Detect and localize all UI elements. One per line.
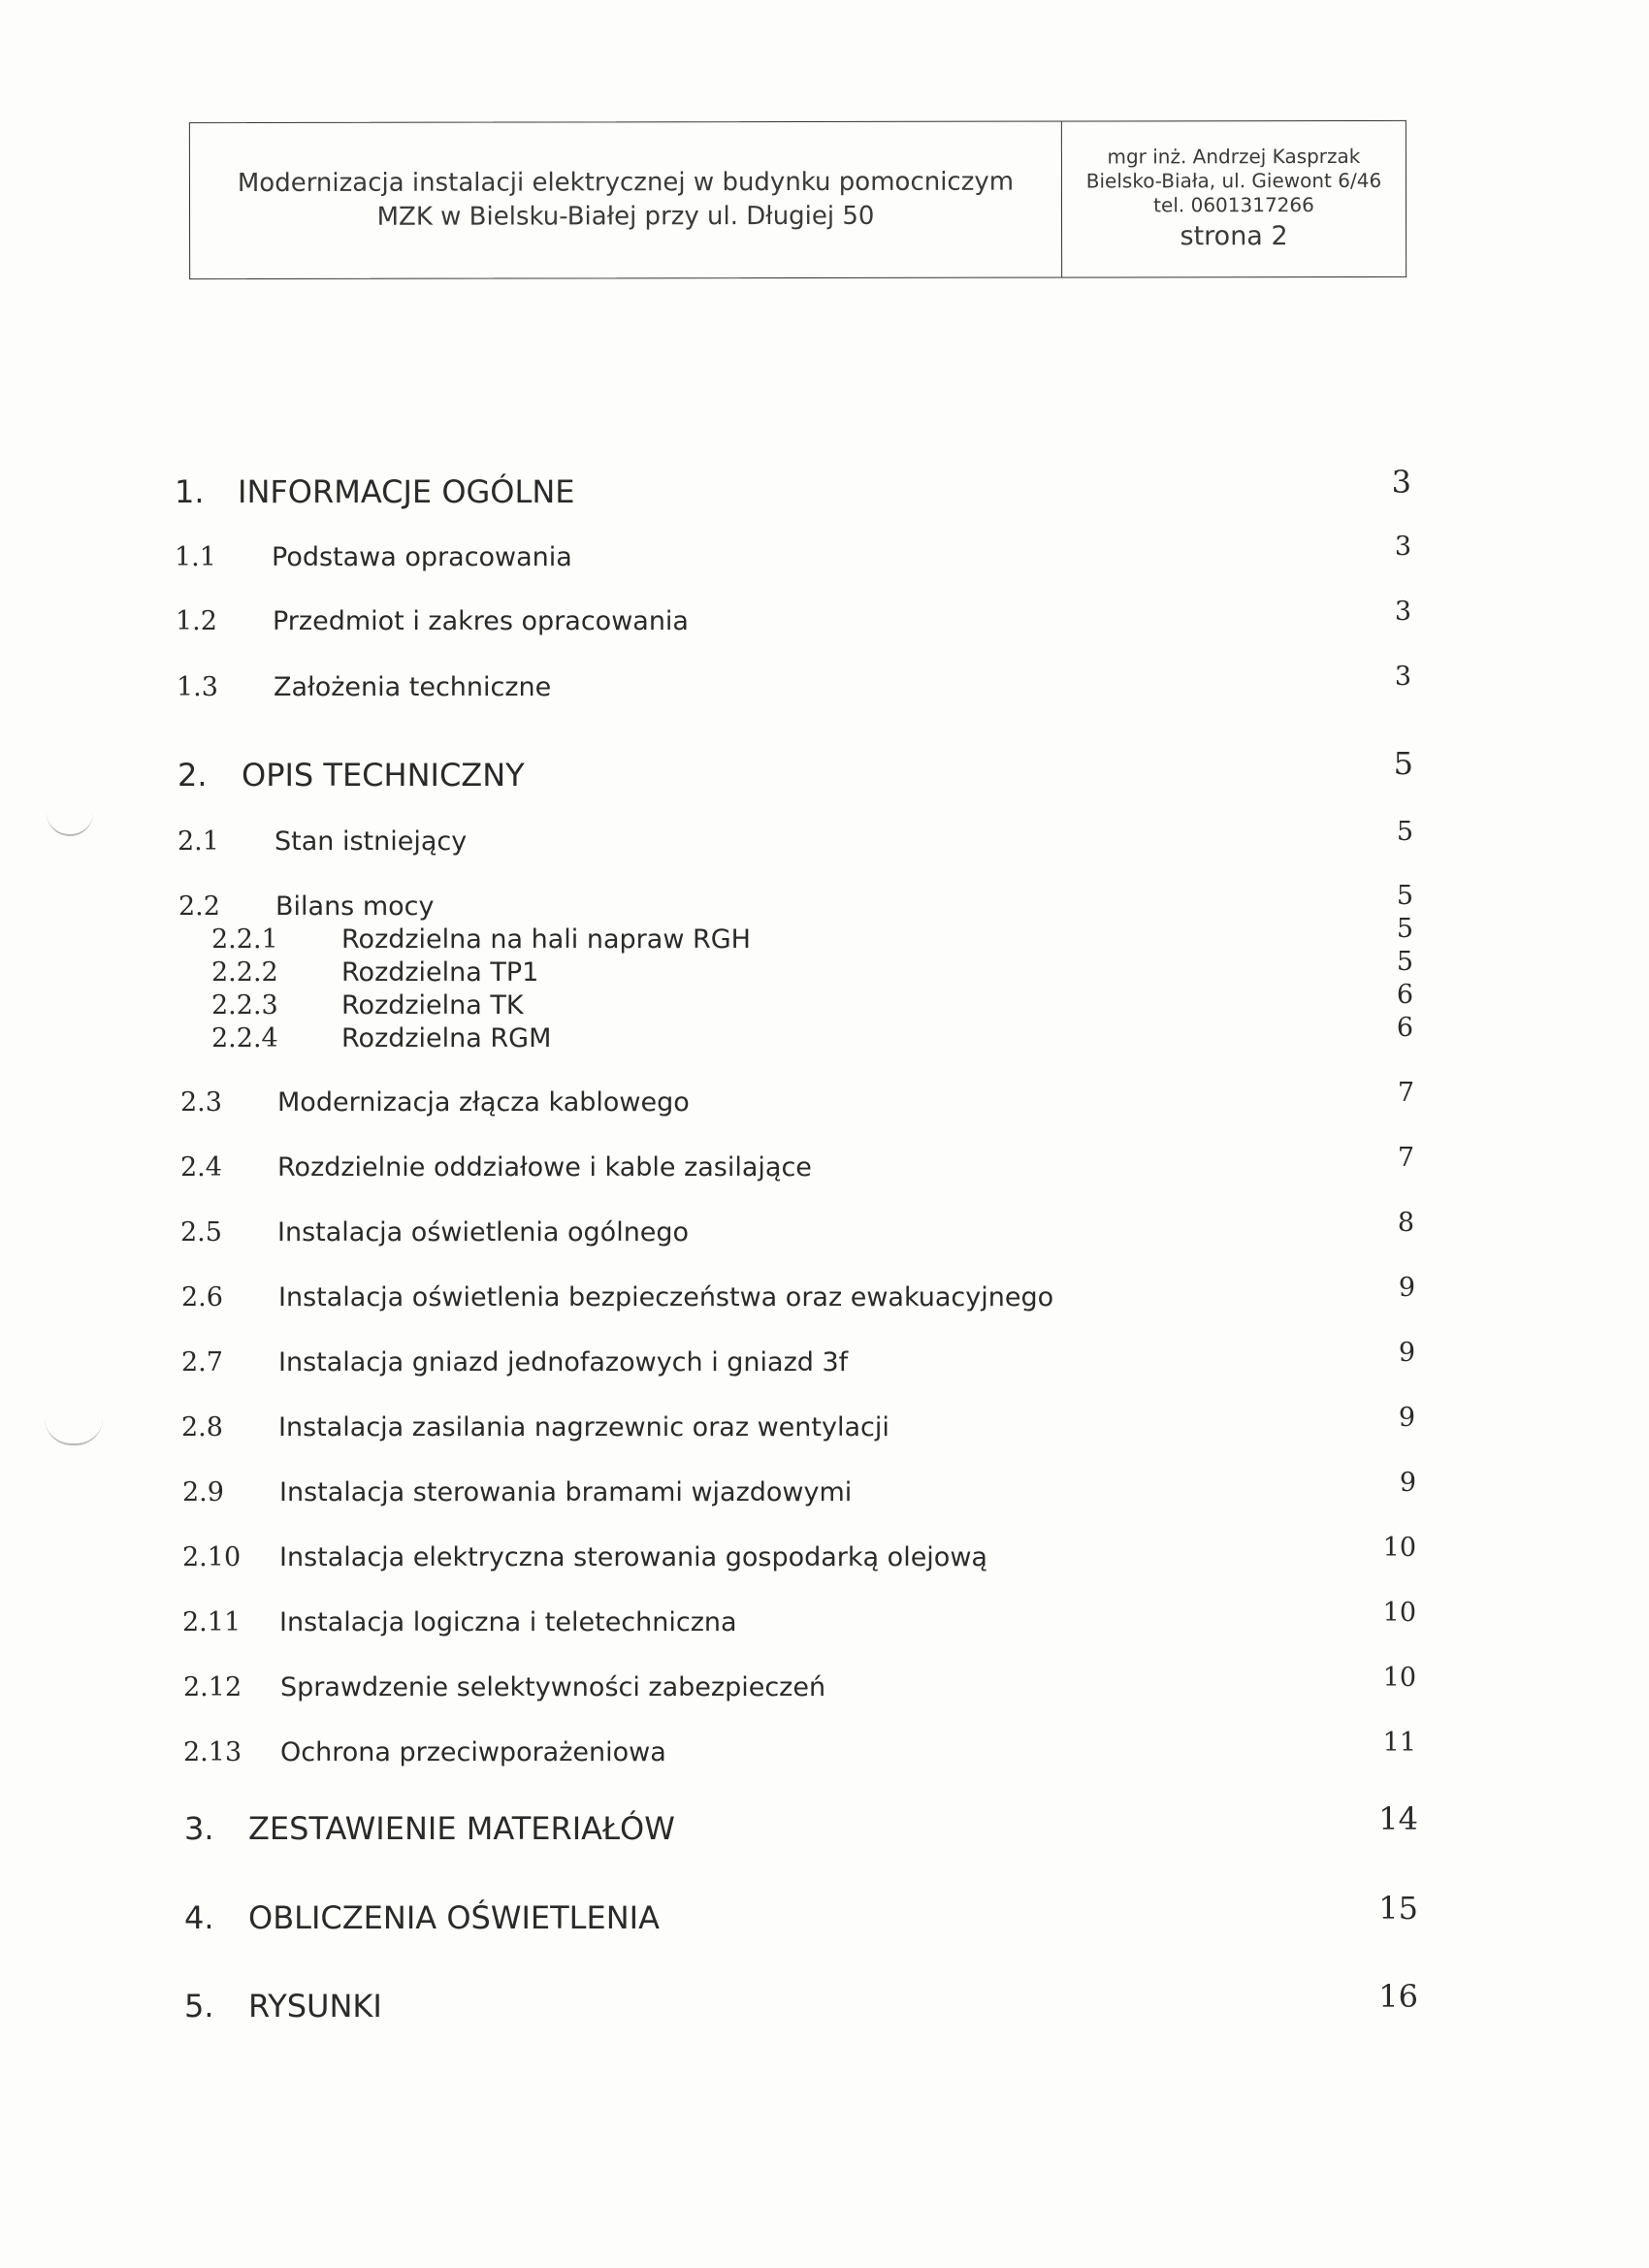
toc-page-number: 3 xyxy=(1391,464,1411,501)
toc-number: 1. xyxy=(175,473,205,510)
toc-label: Instalacja oświetlenia bezpieczeństwa oraz ewakuacyjnego xyxy=(278,1282,1054,1312)
author-name: mgr inż. Andrzej Kasprzak xyxy=(1107,144,1361,168)
toc-number: 2.3 xyxy=(180,1087,222,1118)
toc-number: 5. xyxy=(184,1988,214,2025)
author-phone: tel. 0601317266 xyxy=(1153,192,1314,216)
toc-number: 1.1 xyxy=(175,542,216,572)
toc-label: Rozdzielna TP1 xyxy=(341,957,539,988)
toc-page-number: 5 xyxy=(1396,947,1413,977)
toc-page-number: 16 xyxy=(1378,1978,1418,2015)
toc-number: 2.2.4 xyxy=(211,1023,278,1053)
toc-number: 2.10 xyxy=(182,1542,242,1572)
toc-page-number: 7 xyxy=(1397,1078,1414,1108)
toc-label: OPIS TECHNICZNY xyxy=(242,757,525,794)
toc-page-number: 11 xyxy=(1382,1728,1416,1758)
toc-label: Przedmiot i zakres opracowania xyxy=(273,606,689,636)
toc-label: Rozdzielna RGM xyxy=(341,1023,552,1053)
toc-label: Rozdzielna na hali napraw RGH xyxy=(341,924,751,955)
toc-number: 1.2 xyxy=(176,606,217,636)
author-address: Bielsko-Biała, ul. Giewont 6/46 xyxy=(1085,168,1382,192)
toc-number: 2.9 xyxy=(182,1477,224,1507)
toc-page-number: 7 xyxy=(1397,1143,1414,1173)
toc-number: 4. xyxy=(184,1899,214,1936)
toc-number: 2.7 xyxy=(181,1347,223,1377)
toc-page-number: 5 xyxy=(1396,914,1413,944)
toc-number: 3. xyxy=(184,1810,214,1847)
toc-number: 2.2 xyxy=(178,891,220,922)
project-title-line-1: Modernizacja instalacji elektrycznej w budynku pomocniczym xyxy=(237,167,1015,199)
toc-page-number: 3 xyxy=(1394,597,1411,627)
toc-label: RYSUNKI xyxy=(248,1988,382,2025)
toc-page-number: 9 xyxy=(1398,1403,1415,1433)
toc-page-number: 3 xyxy=(1394,662,1411,692)
toc-page-number: 5 xyxy=(1396,881,1413,911)
toc-label: Ochrona przeciwporażeniowa xyxy=(280,1737,666,1767)
toc-page-number: 10 xyxy=(1382,1533,1416,1563)
toc-page-number: 5 xyxy=(1393,745,1413,782)
toc-page-number: 9 xyxy=(1398,1338,1415,1368)
toc-number: 2.2.2 xyxy=(211,957,278,988)
toc-label: Instalacja oświetlenia ogólnego xyxy=(277,1217,690,1247)
toc-label: Podstawa opracowania xyxy=(272,542,572,572)
toc-number: 2.2.3 xyxy=(211,990,278,1021)
toc-label: Instalacja logiczna i teletechniczna xyxy=(279,1607,737,1637)
toc-label: Założenia techniczne xyxy=(274,672,552,702)
toc-page-number: 5 xyxy=(1396,817,1413,847)
toc-label: Instalacja sterowania bramami wjazdowymi xyxy=(279,1477,853,1507)
toc-label: Instalacja elektryczna sterowania gospodarką olejową xyxy=(279,1542,987,1572)
toc-label: OBLICZENIA OŚWIETLENIA xyxy=(248,1899,660,1936)
toc-number: 2.1 xyxy=(178,826,219,857)
toc-page-number: 9 xyxy=(1399,1468,1416,1498)
toc-label: ZESTAWIENIE MATERIAŁÓW xyxy=(248,1810,675,1847)
toc-page-number: 15 xyxy=(1378,1890,1418,1927)
toc-page-number: 6 xyxy=(1396,1013,1413,1043)
toc-label: Instalacja zasilania nagrzewnic oraz wentylacji xyxy=(278,1412,889,1442)
toc-label: Sprawdzenie selektywności zabezpieczeń xyxy=(280,1672,826,1702)
toc-page-number: 3 xyxy=(1394,532,1411,562)
toc-label: Instalacja gniazd jednofazowych i gniazd 3f xyxy=(278,1347,849,1377)
toc-number: 1.3 xyxy=(177,672,218,702)
toc-label: Bilans mocy xyxy=(275,891,435,922)
toc-page-number: 6 xyxy=(1396,980,1413,1010)
page-number: strona 2 xyxy=(1180,220,1288,251)
toc-page-number: 10 xyxy=(1382,1663,1416,1693)
toc-number: 2. xyxy=(178,757,208,794)
toc-number: 2.6 xyxy=(181,1282,223,1312)
toc-number: 2.12 xyxy=(183,1672,242,1702)
toc-page-number: 10 xyxy=(1382,1598,1416,1628)
toc-number: 2.13 xyxy=(183,1737,242,1767)
toc-label: Modernizacja złącza kablowego xyxy=(277,1087,690,1118)
toc-number: 2.2.1 xyxy=(211,924,278,955)
toc-label: Rozdzielnie oddziałowe i kable zasilające xyxy=(277,1152,812,1183)
toc-page-number: 9 xyxy=(1398,1273,1415,1303)
toc-number: 2.4 xyxy=(180,1152,222,1183)
toc-page-number: 8 xyxy=(1397,1208,1414,1238)
toc-number: 2.11 xyxy=(182,1607,242,1637)
toc-page-number: 14 xyxy=(1378,1800,1418,1837)
project-title-line-2: MZK w Bielsku-Białej przy ul. Długiej 50 xyxy=(376,201,875,232)
toc-label: INFORMACJE OGÓLNE xyxy=(238,473,575,510)
toc-label: Rozdzielna TK xyxy=(341,990,524,1021)
toc-label: Stan istniejący xyxy=(275,826,468,857)
toc-number: 2.8 xyxy=(181,1412,223,1442)
toc-number: 2.5 xyxy=(180,1217,222,1247)
